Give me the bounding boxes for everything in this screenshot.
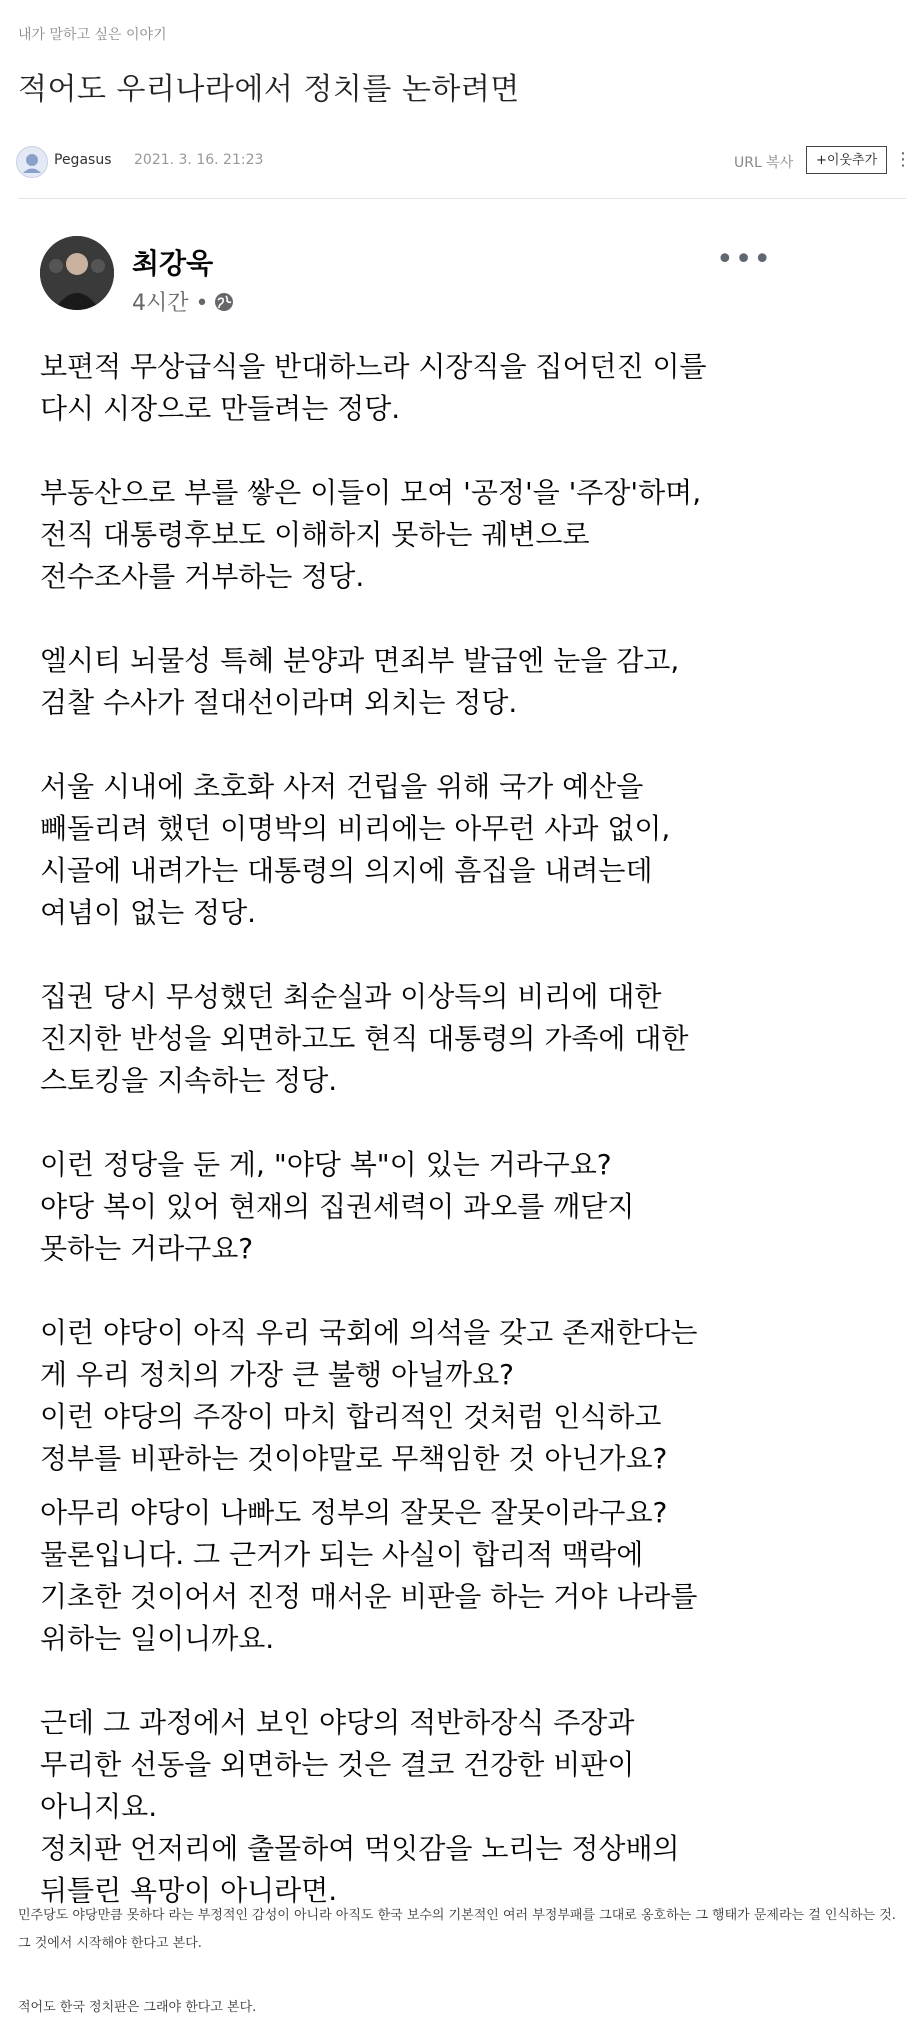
post-paragraph: 이런 정당을 둔 게, "야당 복"이 있는 거라구요? 야당 복이 있어 현재의 집권세력이 과오를 깨닫지 못하는 거라구요? [40,1148,635,1265]
post-category[interactable]: 내가 말하고 싶은 이야기 [18,27,167,43]
author-name[interactable]: Pegasus [54,152,112,168]
fb-post-time [132,286,234,317]
fb-post-body [40,346,800,1912]
author-avatar[interactable] [16,146,48,178]
post-paragraph: 아무리 야당이 나빠도 정부의 잘못은 잘못이라구요? 물론입니다. 그 근거가 되는 사실이 합리적 맥락에 기초한 것이어서 진정 매서운 비판을 하는 거야 나라를 위하는 일이니까요. [40,1496,698,1655]
add-neighbor-button[interactable]: +이웃추가 [806,146,887,174]
header-divider [18,198,906,199]
post-title: 적어도 우리나라에서 정치를 논하려면 [18,72,520,107]
post-paragraph: 보편적 무상급식을 반대하느라 시장직을 집어던진 이를 다시 시장으로 만들려는 정당. [40,350,707,425]
post-paragraph: 부동산으로 부를 쌓은 이들이 모여 '공정'을 '주장'하며, 전직 대통령후보도 이해하지 못하는 궤변으로 전수조사를 거부하는 정당. [40,476,702,593]
profile-photo-icon [40,236,114,310]
pegasus-avatar-icon [17,147,47,177]
post-date: 2021. 3. 16. 21:23 [134,152,264,168]
post-paragraph: 이런 야당이 아직 우리 국회에 의석을 갖고 존재한다는 게 우리 정치의 가장 큰 불행 아닐까요? 이런 야당의 주장이 마치 합리적인 것처럼 인식하고 정부를 비판하는 것이야말로 무책임한 것 아닌가요? [40,1316,698,1475]
post-paragraph: 서울 시내에 초호화 사저 건립을 위해 국가 예산을 빼돌리려 했던 이명박의 비리에는 아무런 사과 없이, 시골에 내려가는 대통령의 의지에 흠집을 내려는데 여념이 없는 정당. [40,770,671,929]
globe-icon [214,292,234,312]
blogger-comment-2: 적어도 한국 정치판은 그래야 한다고 본다. [18,2000,257,2015]
fb-author-name: 최강욱 [132,247,214,280]
fb-time-text: 4시간 • [132,291,209,316]
post-paragraph: 엘시티 뇌물성 특혜 분양과 면죄부 발급엔 눈을 감고, 검찰 수사가 절대선이라며 외치는 정당. [40,644,680,719]
post-meta-bar [16,146,912,180]
url-copy-button[interactable]: URL 복사 [734,155,794,171]
post-paragraph: 집권 당시 무성했던 최순실과 이상득의 비리에 대한 진지한 반성을 외면하고도 현직 대통령의 가족에 대한 스토킹을 지속하는 정당. [40,980,689,1097]
post-paragraph: 근데 그 과정에서 보인 야당의 적반하장식 주장과 무리한 선동을 외면하는 것은 결코 건강한 비판이 아니지요. 정치판 언저리에 출몰하여 먹잇감을 노리는 정상배의 뒤틀린 욕망이 아니라면. [40,1706,680,1907]
blogger-comment-1: 민주당도 야당만큼 못하다 라는 부정적인 감성이 아니라 아직도 한국 보수의 기본적인 여러 부정부패를 그대로 옹호하는 그 행태가 문제라는 걸 인식하는 것. 그 것에서 시작해야 한다고 본다. [18,1908,896,1951]
fb-profile-avatar [40,236,114,310]
more-options-icon[interactable]: ⋮ [894,149,912,170]
fb-more-icon: ••• [716,242,773,277]
